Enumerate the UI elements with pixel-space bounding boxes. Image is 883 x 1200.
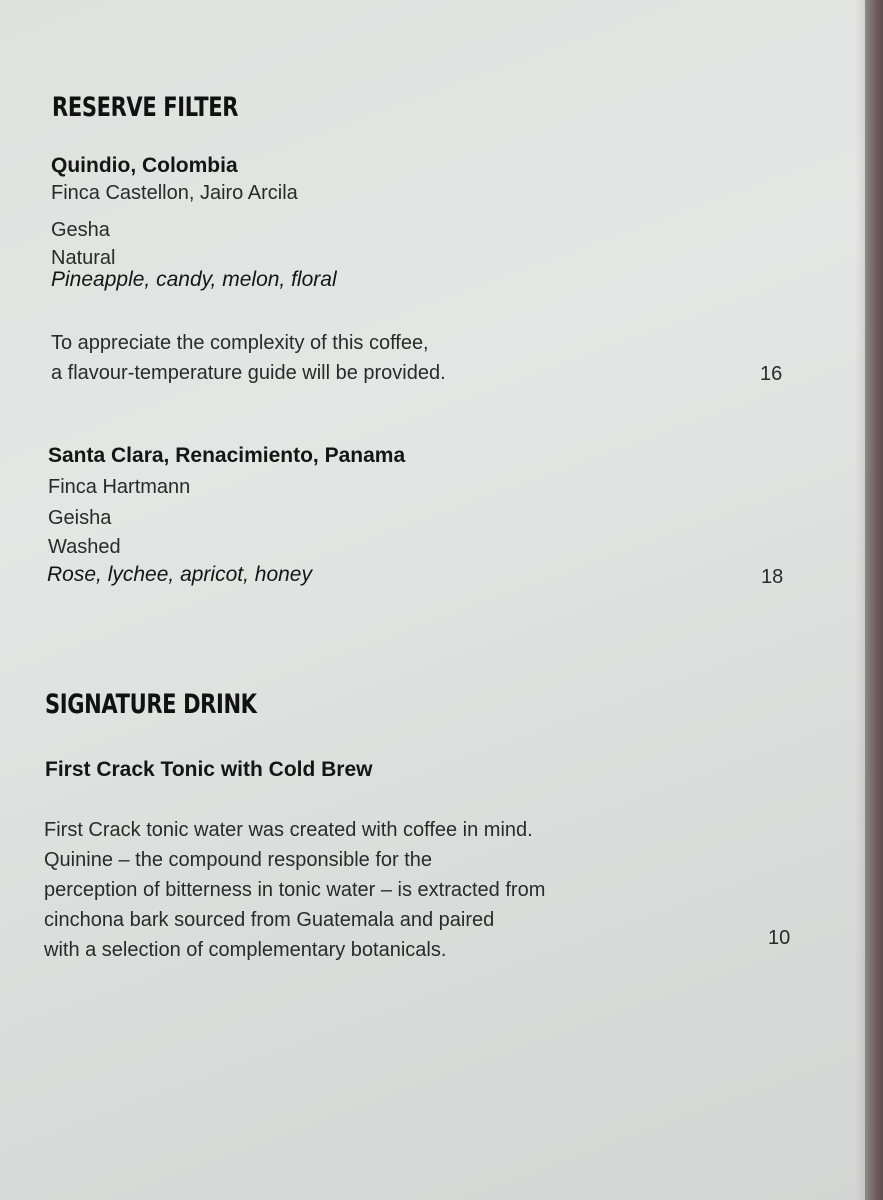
- item-price-santa-clara: 18: [761, 566, 784, 588]
- item-variety-santa-clara: Geisha: [48, 507, 112, 529]
- description-line: cinchona bark sourced from Guatemala and paired: [44, 909, 495, 931]
- description-line: To appreciate the complexity of this coffee,: [51, 332, 429, 354]
- description-line: Quinine – the compound responsible for the: [44, 849, 433, 871]
- page-edge-shadow: [855, 0, 865, 1200]
- signature-drink-heading: SIGNATURE DRINK: [45, 689, 257, 720]
- description-line: a flavour-temperature guide will be provided.: [51, 362, 446, 384]
- description-line: perception of bitterness in tonic water – is extracted from: [44, 879, 546, 901]
- item-name-first-crack-tonic: First Crack Tonic with Cold Brew: [45, 758, 373, 781]
- item-farm-quindio: Finca Castellon, Jairo Arcila: [51, 182, 298, 204]
- item-name-quindio: Quindio, Colombia: [51, 154, 238, 177]
- item-description-first-crack-tonic: [44, 815, 545, 965]
- item-process-quindio: Natural: [51, 247, 116, 269]
- item-variety-quindio: Gesha: [51, 219, 110, 241]
- description-line: First Crack tonic water was created with coffee in mind.: [44, 819, 533, 841]
- item-price-quindio: 16: [760, 363, 783, 385]
- item-name-santa-clara: Santa Clara, Renacimiento, Panama: [48, 444, 406, 467]
- item-description-quindio: [51, 328, 446, 388]
- background-edge: [865, 0, 883, 1200]
- item-price-first-crack-tonic: 10: [768, 927, 791, 949]
- item-farm-santa-clara: Finca Hartmann: [48, 476, 191, 498]
- item-process-santa-clara: Washed: [48, 536, 121, 558]
- item-notes-santa-clara: Rose, lychee, apricot, honey: [47, 563, 312, 586]
- description-line: with a selection of complementary botanicals.: [44, 939, 447, 961]
- reserve-filter-heading: RESERVE FILTER: [52, 92, 239, 123]
- item-notes-quindio: Pineapple, candy, melon, floral: [51, 268, 337, 291]
